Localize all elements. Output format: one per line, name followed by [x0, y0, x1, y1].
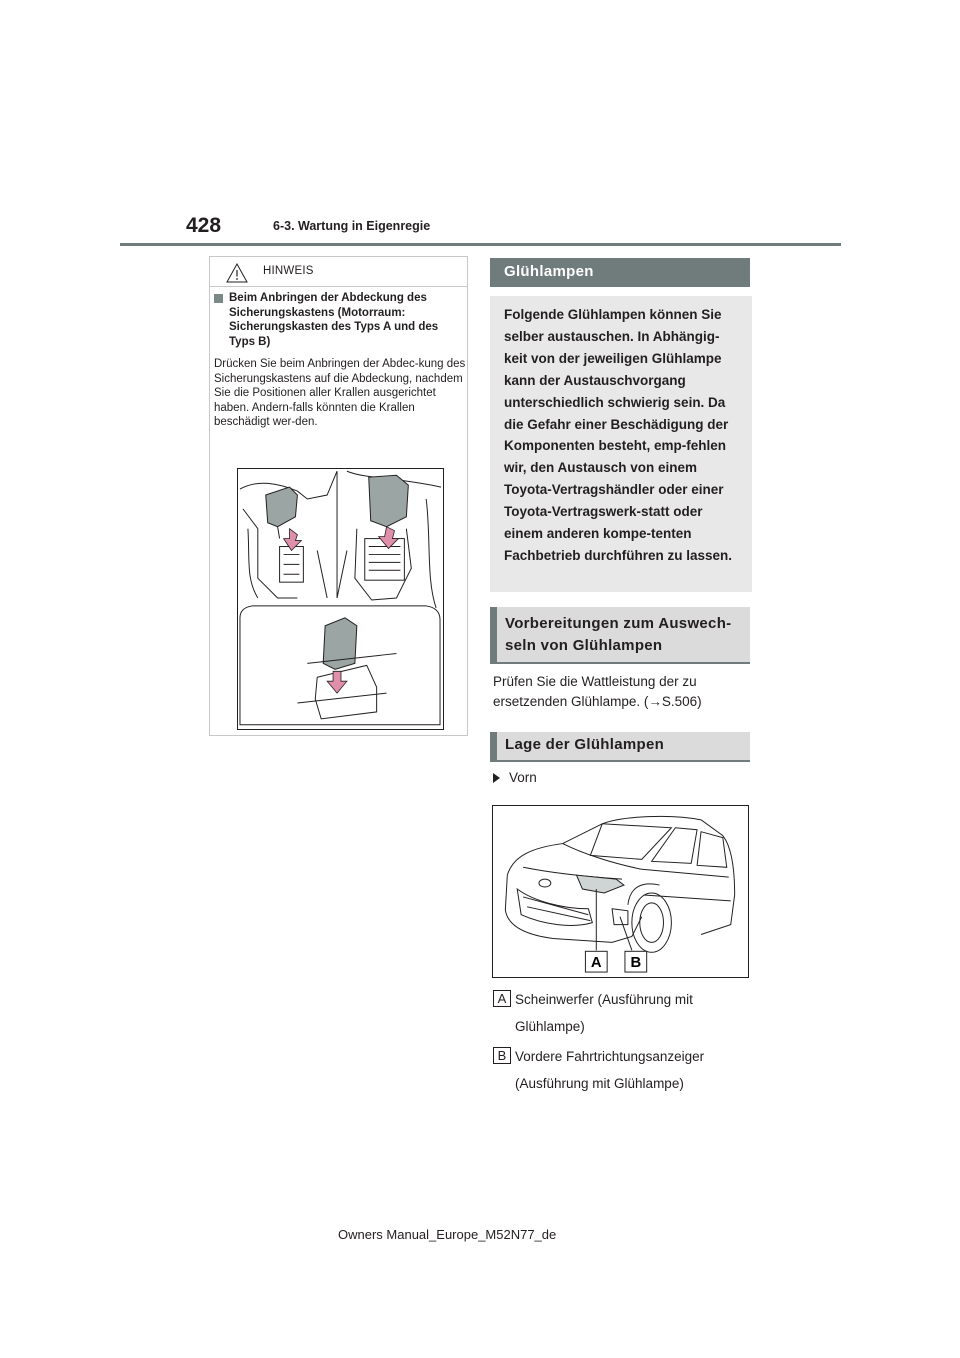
- footer: Owners Manual_Europe_M52N77_de: [338, 1227, 557, 1242]
- subsection-heading-location: Lage der Glühlampen: [490, 732, 750, 762]
- callout-b-line-2: (Ausführung mit Glühlampe): [515, 1076, 684, 1091]
- check-wattage-text: [493, 672, 753, 712]
- callout-tag-a: A: [493, 990, 511, 1007]
- callout-tag-b: B: [493, 1047, 511, 1064]
- page-number: 428: [186, 214, 222, 237]
- check-line-2: ersetzenden Glühlampe. (→S.506): [493, 694, 702, 709]
- subsection-heading-preparation: [490, 607, 750, 664]
- front-list-item: [493, 770, 537, 785]
- heading-line-1: Vorbereitungen zum Auswech-: [505, 615, 732, 632]
- callout-a: [493, 986, 753, 1040]
- callout-b: [493, 1043, 753, 1097]
- figure-label-b: B: [630, 955, 642, 972]
- note-body: Drücken Sie beim Anbringen der Abdec-kung des Sicherungskastens auf die Abdeckung, nachdem Sie die Positionen aller Krallen ausgerichtet haben. Andern-falls könnten die Krallen beschädigt wer-den.: [214, 358, 466, 428]
- callout-a-line-1: Scheinwerfer (Ausführung mit: [515, 992, 693, 1007]
- section-title: 6-3. Wartung in Eigenregie: [273, 219, 431, 233]
- heading-line-2: seln von Glühlampen: [505, 637, 663, 654]
- note-heading-text: Beim Anbringen der Abdeckung des Sicherungskastens (Motorraum: Sicherungskasten des Typs A und des Typs B): [229, 292, 439, 348]
- header-rule: [120, 243, 841, 246]
- note-label: HINWEIS: [263, 265, 314, 277]
- intro-box: Folgende Glühlampen können Sie selber austauschen. In Abhängig-keit von der jeweiligen Glühlampe kann der Austauschvorgang unterschiedlich schwierig sein. Da die Gefahr einer Beschädigung der Komponenten besteht, emp-fehlen wir, den Austausch von einem Toyota-Vertragshändler oder einer Toyota-Vertragswerk-statt oder einem anderen kompe-tenten Fachbetrieb durchführen zu lassen.: [490, 296, 752, 592]
- note-header: [210, 257, 467, 287]
- note-box: [209, 256, 468, 736]
- callout-a-line-2: Glühlampe): [515, 1019, 585, 1034]
- section-heading-gluehlampen: Glühlampen: [490, 258, 750, 287]
- front-label: Vorn: [509, 770, 537, 785]
- car-front-illustration: [492, 805, 749, 978]
- triangle-bullet-icon: [493, 773, 500, 783]
- warning-icon: [226, 263, 248, 283]
- figure-label-a: A: [590, 955, 602, 972]
- callout-b-line-1: Vordere Fahrtrichtungsanzeiger: [515, 1049, 705, 1064]
- note-heading: [214, 291, 460, 349]
- check-line-1: Prüfen Sie die Wattleistung der zu: [493, 674, 697, 689]
- fuse-box-illustration: [237, 468, 444, 730]
- bullet-square-icon: [214, 294, 223, 303]
